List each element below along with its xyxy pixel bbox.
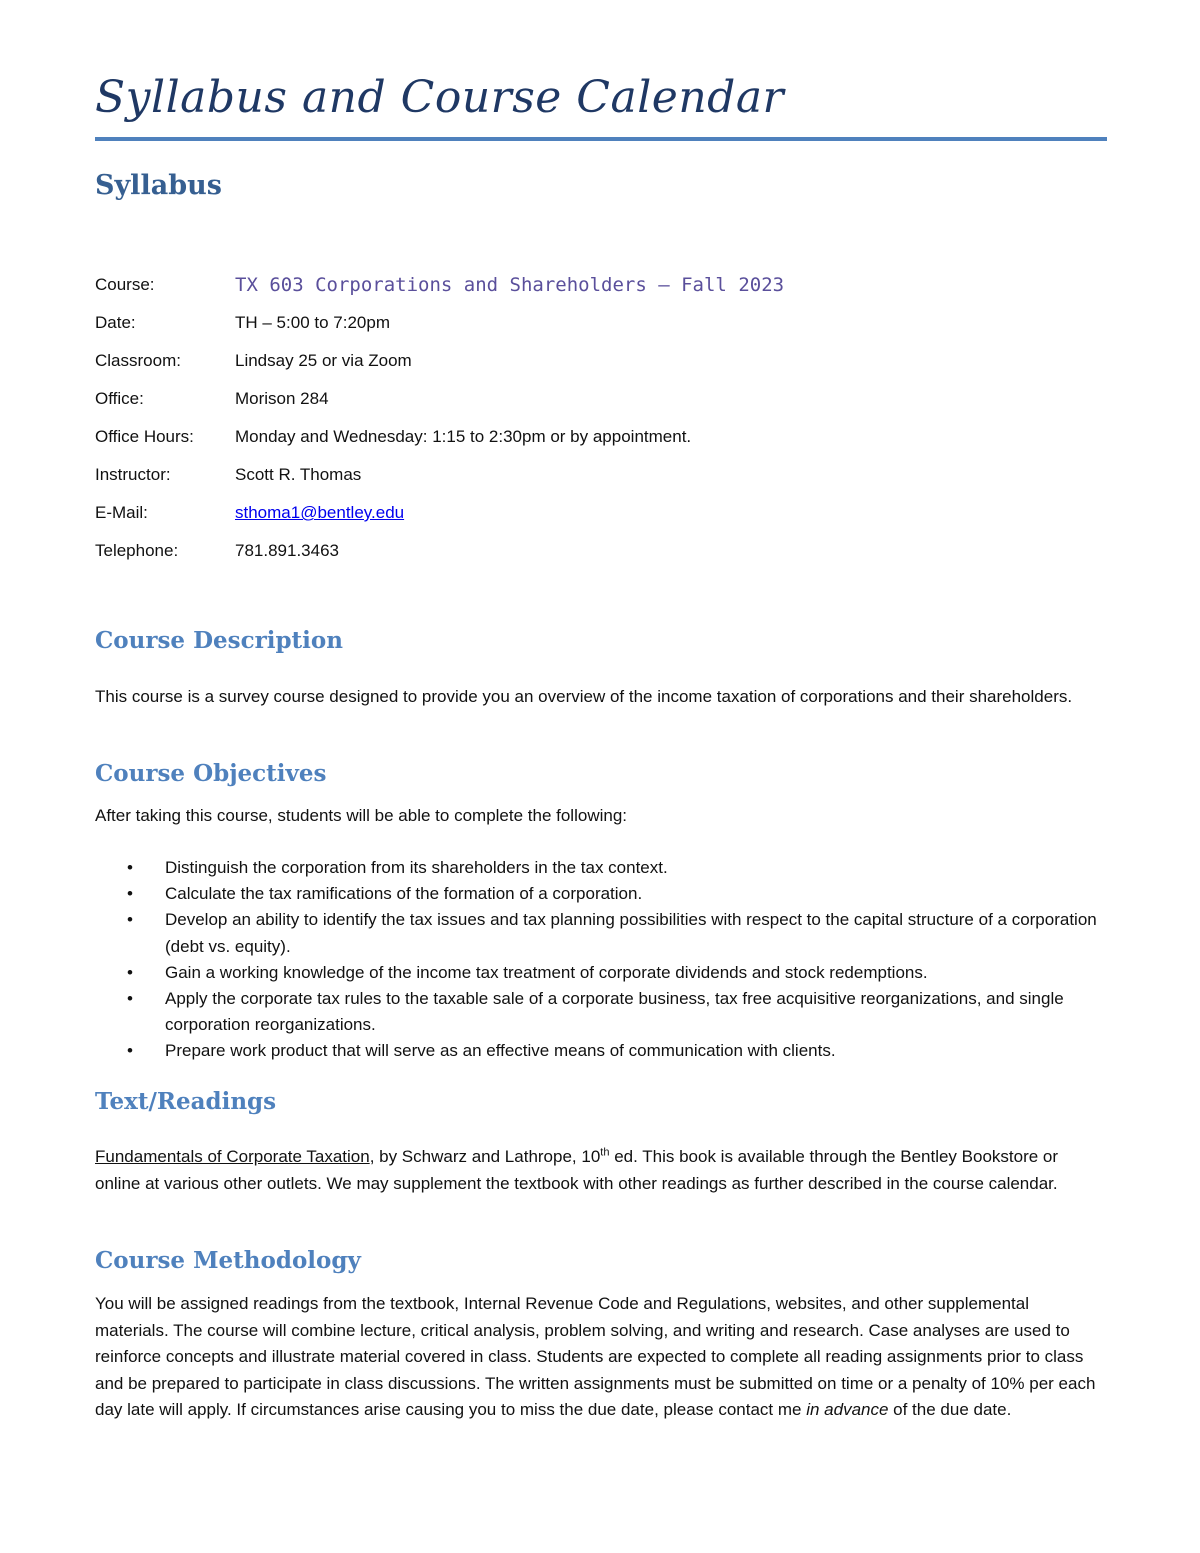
office-label: Office: <box>95 389 144 408</box>
objective-text: Gain a working knowledge of the income tax treatment of corporate dividends and stock redemptions. <box>165 962 928 982</box>
email-label: E-Mail: <box>95 503 148 522</box>
course-description-heading: Course Description <box>95 627 343 654</box>
methodology-text-end: of the due date. <box>888 1400 1012 1419</box>
objectives-list <box>95 855 1107 1065</box>
objective-item <box>95 960 1107 986</box>
office-value: Morison 284 <box>235 389 329 408</box>
date-label: Date: <box>95 313 136 332</box>
telephone-label: Telephone: <box>95 541 179 560</box>
objective-text: Prepare work product that will serve as an effective means of communication with clients. <box>165 1041 836 1061</box>
course-value: TX 603 Corporations and Shareholders – Fall 2023 <box>235 274 785 296</box>
classroom-row <box>95 346 1107 376</box>
classroom-label: Classroom: <box>95 351 181 370</box>
course-objectives-intro: After taking this course, students will be able to complete the following: <box>95 806 628 825</box>
document-title: Syllabus and Course Calendar <box>95 72 785 123</box>
text-readings-paragraph <box>95 1144 1107 1197</box>
course-methodology-heading: Course Methodology <box>95 1247 361 1274</box>
email-link[interactable]: sthoma1@bentley.edu <box>235 503 405 522</box>
classroom-value: Lindsay 25 or via Zoom <box>235 351 412 370</box>
textbook-availability: ed. This book is available through the Bentley Bookstore or online at various other outlets. We may supplement the textbook with other readings as further described in the course calendar. <box>95 1147 1059 1193</box>
methodology-text: You will be assigned readings from the textbook, Internal Revenue Code and Regulations, websites, and other supplemental materials. The course will combine lecture, critical analysis, problem solving, and writing and research. Case analyses are used to reinforce concepts and illustrate material covered in class. Students are expected to complete all reading assignments prior to class and be prepared to participate in class discussions. The written assignments must be submitted on time or a penalty of 10% per each day late will apply. If circumstances arise causing you to miss the due date, please contact me <box>95 1294 1096 1419</box>
date-row <box>95 308 1107 338</box>
objective-item <box>95 986 1107 1038</box>
instructor-row <box>95 460 1107 490</box>
title-underline-rule <box>95 137 1107 141</box>
course-methodology-paragraph <box>95 1291 1107 1424</box>
bullet-icon: • <box>127 858 133 877</box>
objective-text: Distinguish the corporation from its shareholders in the tax context. <box>165 858 668 877</box>
office-hours-row <box>95 422 1107 452</box>
bullet-icon: • <box>127 884 133 904</box>
objective-text: Develop an ability to identify the tax issues and tax planning possibilities with respect to the capital structure of a corporation (debt vs. equity). <box>165 910 1097 956</box>
textbook-authors: , by Schwarz and Lathrope, 10 <box>369 1147 601 1166</box>
course-label: Course: <box>95 275 155 294</box>
text-readings-heading: Text/Readings <box>95 1088 277 1115</box>
telephone-row <box>95 536 1107 566</box>
objective-text: Apply the corporate tax rules to the taxable sale of a corporate business, tax free acquisitive reorganizations, and single corporation reorganizations. <box>165 989 1064 1035</box>
office-row <box>95 384 1107 414</box>
objective-item <box>95 881 1107 907</box>
office-hours-value: Monday and Wednesday: 1:15 to 2:30pm or by appointment. <box>235 427 692 446</box>
instructor-label: Instructor: <box>95 465 171 484</box>
course-row <box>95 270 1107 300</box>
bullet-icon: • <box>127 1041 133 1061</box>
objective-text: Calculate the tax ramifications of the formation of a corporation. <box>165 884 643 904</box>
edition-suffix: th <box>600 1146 610 1159</box>
date-value: TH – 5:00 to 7:20pm <box>235 313 390 332</box>
bullet-icon: • <box>127 962 133 982</box>
bullet-icon: • <box>127 910 133 930</box>
objective-item <box>95 907 1107 959</box>
office-hours-label: Office Hours: <box>95 427 194 446</box>
email-row <box>95 498 1107 528</box>
objective-item <box>95 855 1107 881</box>
bullet-icon: • <box>127 989 133 1009</box>
instructor-value: Scott R. Thomas <box>235 465 362 484</box>
textbook-title: Fundamentals of Corporate Taxation <box>95 1147 370 1166</box>
telephone-value: 781.891.3463 <box>235 541 339 560</box>
syllabus-heading: Syllabus <box>95 170 222 201</box>
course-objectives-heading: Course Objectives <box>95 760 327 787</box>
methodology-emphasis: in advance <box>806 1400 889 1419</box>
course-description-text: This course is a survey course designed to provide you an overview of the income taxation of corporations and their shareholders. <box>95 687 1073 706</box>
objective-item <box>95 1038 1107 1064</box>
